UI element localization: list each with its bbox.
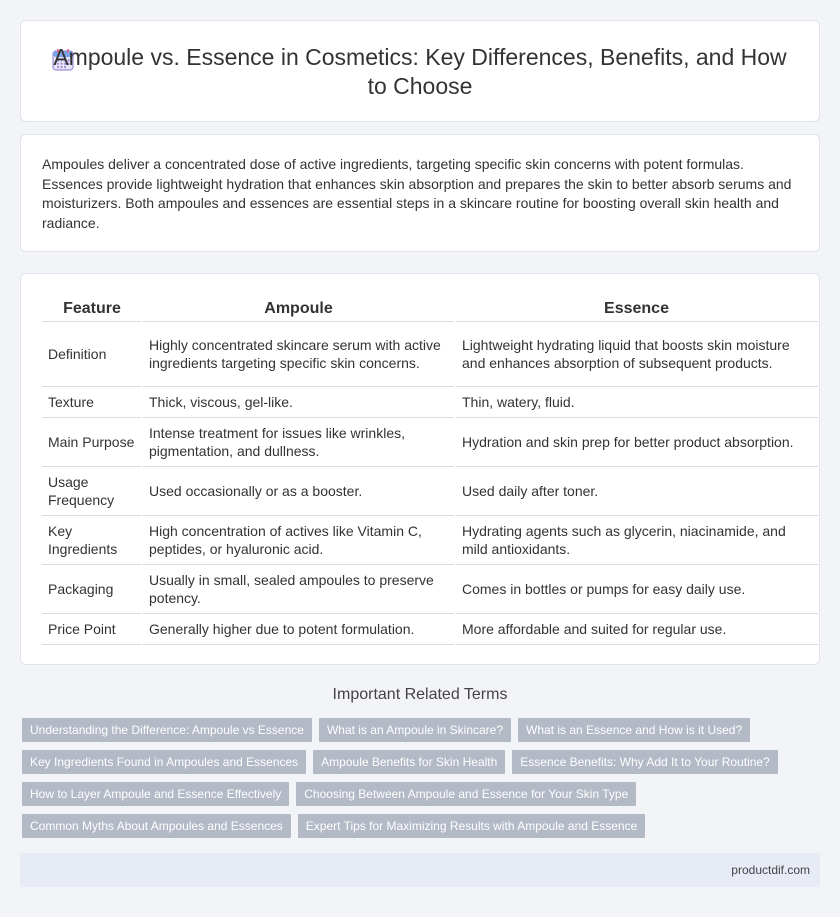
- related-term-tag[interactable]: Expert Tips for Maximizing Results with Ampoule and Essence: [298, 814, 645, 838]
- table-header-row: [42, 295, 818, 321]
- ampoule-cell: Used occasionally or as a booster.: [142, 466, 455, 515]
- feature-cell: Price Point: [42, 613, 142, 644]
- column-header-ampoule: Ampoule: [142, 295, 455, 321]
- table-row: [42, 564, 818, 613]
- tag-row: [22, 814, 822, 838]
- column-header-feature: Feature: [42, 295, 142, 321]
- related-term-tag[interactable]: Key Ingredients Found in Ampoules and Essences: [22, 750, 306, 774]
- intro-card: [20, 134, 820, 252]
- essence-cell: Comes in bottles or pumps for easy daily use.: [455, 564, 818, 613]
- ampoule-cell: Thick, viscous, gel-like.: [142, 386, 455, 417]
- essence-cell: Thin, watery, fluid.: [455, 386, 818, 417]
- feature-cell: Texture: [42, 386, 142, 417]
- tag-row: [22, 750, 822, 774]
- ampoule-cell: High concentration of actives like Vitamin C, peptides, or hyaluronic acid.: [142, 515, 455, 564]
- essence-cell: Hydrating agents such as glycerin, niacinamide, and mild antioxidants.: [455, 515, 818, 564]
- related-term-tag[interactable]: What is an Essence and How is it Used?: [518, 718, 750, 742]
- header-card: [20, 20, 820, 122]
- page-title: Ampoule vs. Essence in Cosmetics: Key Differences, Benefits, and How to Choose: [53, 44, 787, 99]
- ampoule-cell: Intense treatment for issues like wrinkles, pigmentation, and dullness.: [142, 417, 455, 466]
- tag-row: [22, 782, 822, 806]
- feature-cell: Packaging: [42, 564, 142, 613]
- related-term-tag[interactable]: Choosing Between Ampoule and Essence for Your Skin Type: [296, 782, 636, 806]
- table-row: [42, 613, 818, 644]
- related-term-tag[interactable]: Ampoule Benefits for Skin Health: [313, 750, 505, 774]
- essence-cell: Lightweight hydrating liquid that boosts skin moisture and enhances absorption of subsequent products.: [455, 321, 818, 386]
- comparison-table: [42, 295, 818, 645]
- related-term-tag[interactable]: Essence Benefits: Why Add It to Your Routine?: [512, 750, 778, 774]
- footer: [20, 853, 820, 887]
- column-header-essence: Essence: [455, 295, 818, 321]
- feature-cell: Main Purpose: [42, 417, 142, 466]
- related-term-tag[interactable]: Understanding the Difference: Ampoule vs Essence: [22, 718, 312, 742]
- table-row: [42, 417, 818, 466]
- footer-site-link[interactable]: productdif.com: [731, 863, 810, 877]
- tag-row: [22, 718, 822, 742]
- intro-paragraph: Ampoules deliver a concentrated dose of active ingredients, targeting specific skin concerns with potent formulas. Essences provide lightweight hydration that enhances skin absorption and prepares the skin to better absorb serums and moisturizers. Both ampoules and essences are essential steps in a skincare routine for boosting overall skin health and radiance.: [42, 156, 792, 231]
- table-row: [42, 386, 818, 417]
- essence-cell: Hydration and skin prep for better product absorption.: [455, 417, 818, 466]
- feature-cell: Key Ingredients: [42, 515, 142, 564]
- related-term-tag[interactable]: How to Layer Ampoule and Essence Effectively: [22, 782, 289, 806]
- related-term-tag[interactable]: What is an Ampoule in Skincare?: [319, 718, 511, 742]
- essence-cell: More affordable and suited for regular use.: [455, 613, 818, 644]
- related-terms-list: [22, 718, 822, 846]
- related-terms-title: Important Related Terms: [332, 686, 508, 703]
- ampoule-cell: Usually in small, sealed ampoules to preserve potency.: [142, 564, 455, 613]
- table-row: [42, 466, 818, 515]
- table-row: [42, 515, 818, 564]
- feature-cell: Usage Frequency: [42, 466, 142, 515]
- feature-cell: Definition: [42, 321, 142, 386]
- essence-cell: Used daily after toner.: [455, 466, 818, 515]
- related-term-tag[interactable]: Common Myths About Ampoules and Essences: [22, 814, 291, 838]
- ampoule-cell: Highly concentrated skincare serum with active ingredients targeting specific skin concerns.: [142, 321, 455, 386]
- ampoule-cell: Generally higher due to potent formulation.: [142, 613, 455, 644]
- comparison-table-card: [20, 273, 820, 665]
- table-row: [42, 321, 818, 386]
